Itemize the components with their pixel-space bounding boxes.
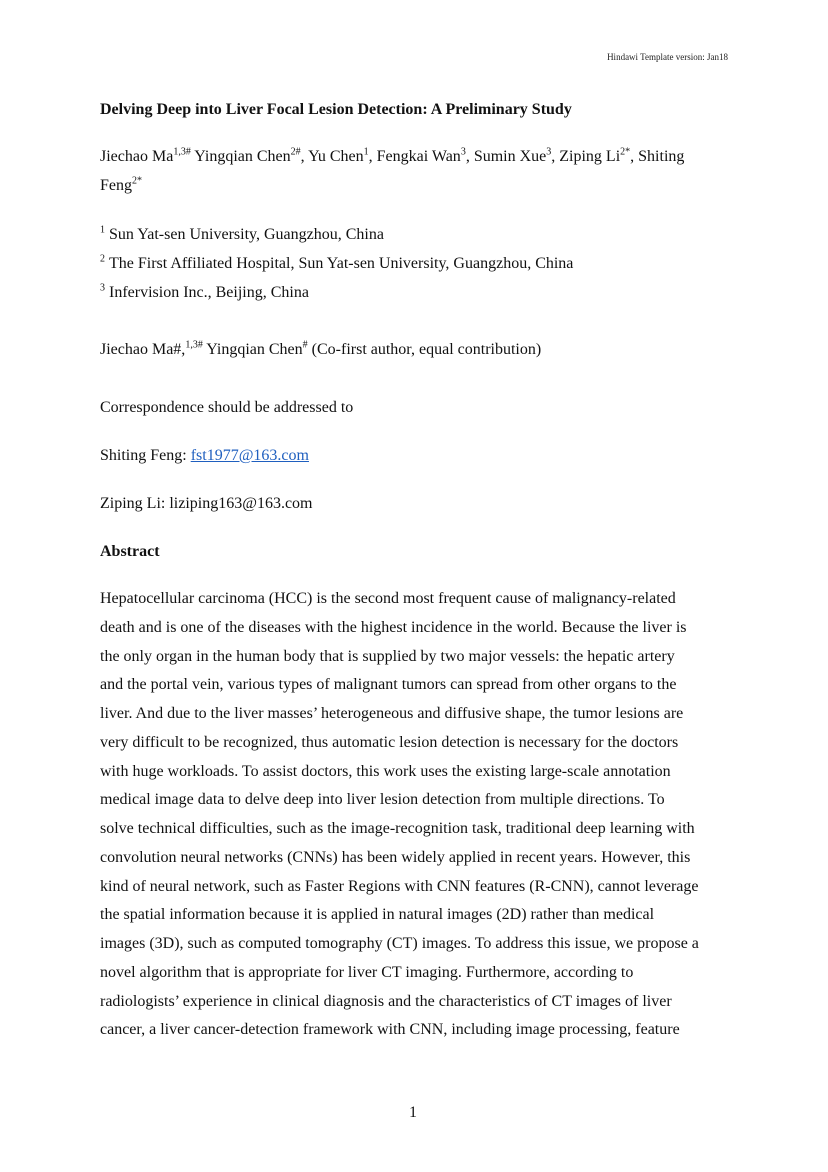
author-list-line-2: [100, 177, 142, 195]
abstract-line: images (3D), such as computed tomography (CT) images. To address this issue, we propose a: [100, 935, 699, 952]
author-name: , Sumin Xue: [465, 148, 547, 165]
cofirst-sup-1: 1,3#: [185, 339, 203, 351]
abstract-line: cancer, a liver cancer-detection framework with CNN, including image processing, feature: [100, 1021, 680, 1038]
affiliation-number: 1: [100, 224, 105, 236]
author-affiliation-sup: 2*: [132, 175, 142, 187]
affiliation-number: 2: [100, 253, 105, 265]
correspondence-intro: Correspondence should be addressed to: [100, 399, 354, 416]
paper-title: Delving Deep into Liver Focal Lesion Detection: A Preliminary Study: [100, 101, 572, 118]
author-name: , Shiting: [630, 148, 685, 165]
correspondence-contact-1: [100, 447, 309, 465]
abstract-heading: Abstract: [100, 543, 160, 560]
abstract-line: solve technical difficulties, such as the image-recognition task, traditional deep learning with: [100, 820, 695, 837]
abstract-line: liver. And due to the liver masses’ heterogeneous and diffusive shape, the tumor lesions are: [100, 705, 684, 722]
author-affiliation-sup: 1: [363, 146, 369, 158]
cofirst-description: (Co-first author, equal contribution): [311, 341, 542, 358]
author-name: , Fengkai Wan: [368, 148, 461, 165]
affiliation-text: Sun Yat-sen University, Guangzhou, China: [109, 226, 384, 243]
author-name: , Yu Chen: [300, 148, 364, 165]
abstract-line: kind of neural network, such as Faster Regions with CNN features (R-CNN), cannot leverage: [100, 878, 699, 895]
affiliation-text: Infervision Inc., Beijing, China: [109, 284, 309, 301]
co-first-author-note: [100, 341, 541, 359]
author-affiliation-sup: 3: [546, 146, 552, 158]
template-version-note: Hindawi Template version: Jan18: [607, 52, 728, 62]
affiliation-2: [100, 255, 573, 273]
abstract-line: medical image data to delve deep into liver lesion detection from multiple directions. To: [100, 791, 665, 808]
abstract-line: radiologists’ experience in clinical diagnosis and the characteristics of CT images of liver: [100, 993, 672, 1010]
abstract-line: death and is one of the diseases with the highest incidence in the world. Because the liver is: [100, 619, 687, 636]
author-affiliation-sup: 3: [460, 146, 466, 158]
abstract-line: novel algorithm that is appropriate for liver CT imaging. Furthermore, according to: [100, 964, 634, 981]
author-name: Yingqian Chen: [190, 148, 291, 165]
author-affiliation-sup: 1,3#: [173, 146, 191, 158]
abstract-line: the spatial information because it is applied in natural images (2D) rather than medical: [100, 906, 655, 923]
abstract-line: convolution neural networks (CNNs) has been widely applied in recent years. However, this: [100, 849, 691, 866]
cofirst-name-2: Yingqian Chen: [202, 341, 303, 358]
contact-1-email-link[interactable]: fst1977@163.com: [190, 447, 309, 464]
affiliation-3: [100, 284, 309, 302]
contact-1-label: Shiting Feng:: [100, 447, 191, 464]
author-name: Feng: [100, 177, 132, 194]
page-number: 1: [409, 1104, 417, 1121]
correspondence-contact-2: Ziping Li: liziping163@163.com: [100, 495, 313, 512]
author-affiliation-sup: 2#: [290, 146, 301, 158]
abstract-line: with huge workloads. To assist doctors, this work uses the existing large-scale annotation: [100, 763, 671, 780]
author-list-line-1: [100, 148, 684, 166]
author-affiliation-sup: 2*: [620, 146, 631, 158]
affiliation-text: The First Affiliated Hospital, Sun Yat-sen University, Guangzhou, China: [109, 255, 574, 272]
abstract-line: and the portal vein, various types of malignant tumors can spread from other organs to the: [100, 676, 677, 693]
author-name: Jiechao Ma: [100, 148, 174, 165]
abstract-line: Hepatocellular carcinoma (HCC) is the second most frequent cause of malignancy-related: [100, 590, 676, 607]
abstract-line: the only organ in the human body that is supplied by two major vessels: the hepatic artery: [100, 648, 675, 665]
abstract-line: very difficult to be recognized, thus automatic lesion detection is necessary for the doctors: [100, 734, 679, 751]
affiliation-1: [100, 226, 384, 244]
affiliation-number: 3: [100, 282, 105, 294]
author-name: , Ziping Li: [551, 148, 621, 165]
cofirst-name-1: Jiechao Ma#,: [100, 341, 186, 358]
cofirst-sup-2: #: [302, 339, 308, 351]
